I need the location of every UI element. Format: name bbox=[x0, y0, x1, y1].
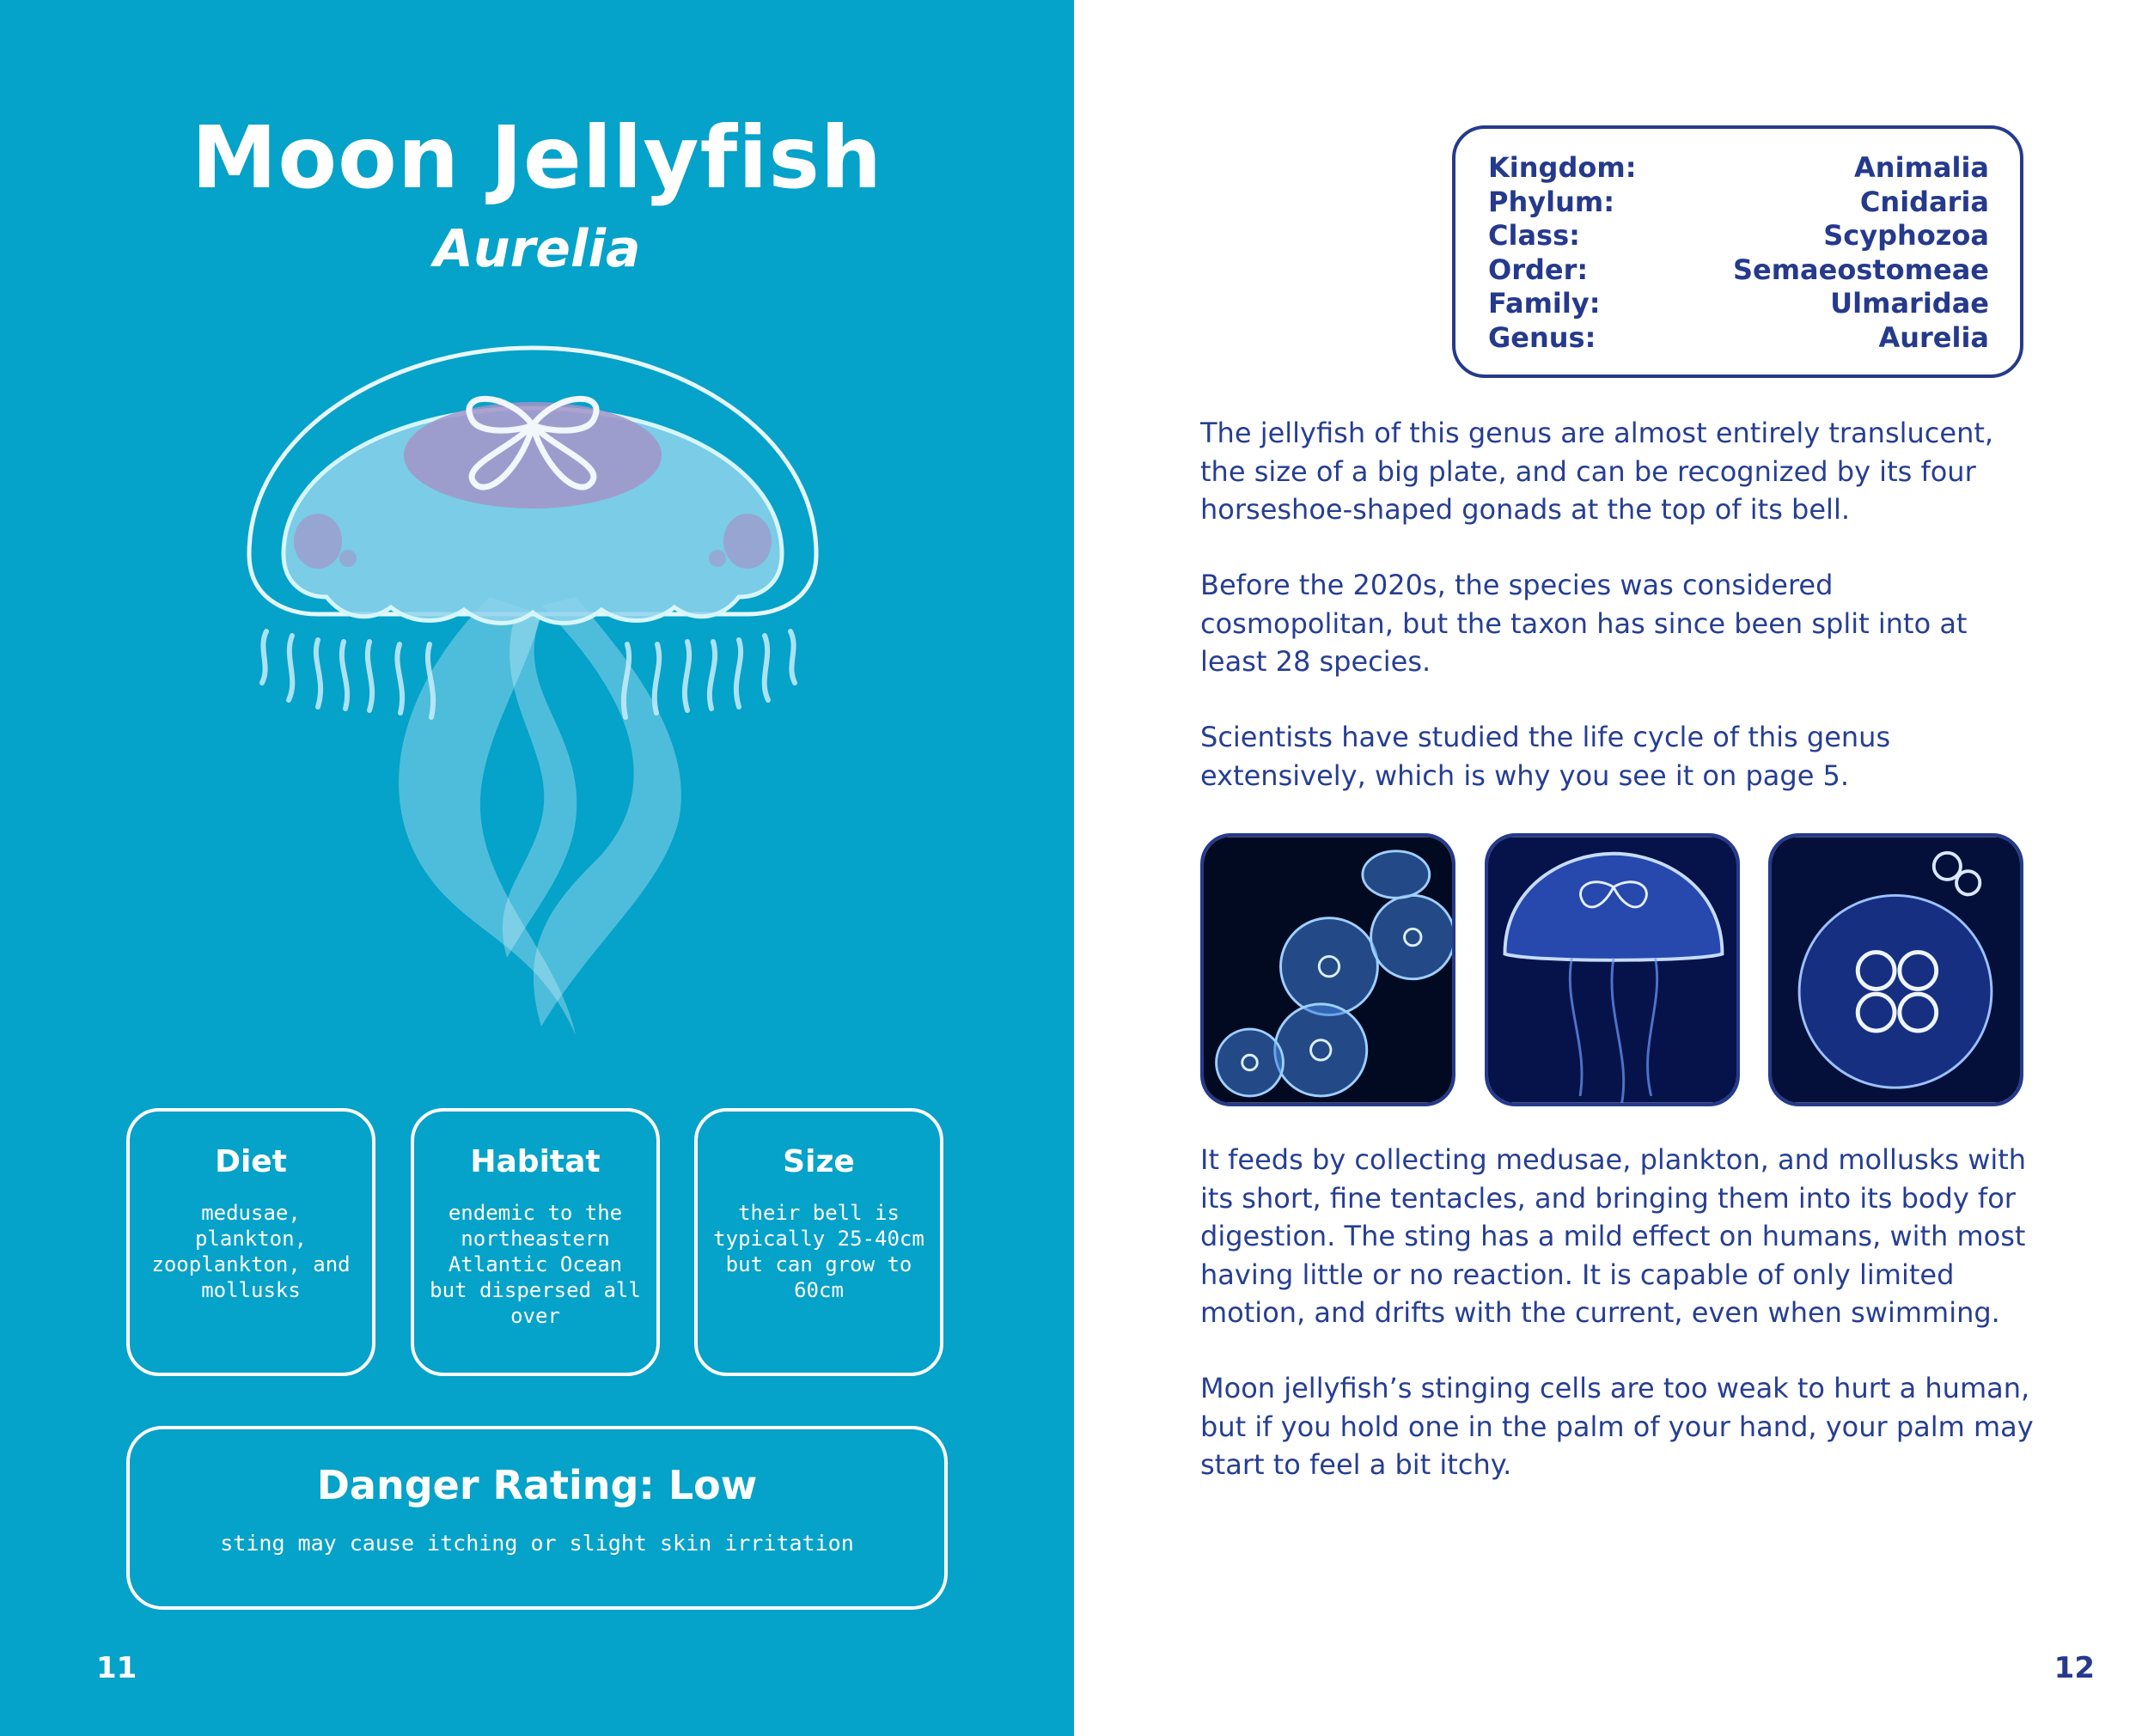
size-text: their bell is typically 25-40cm but can grow to 60cm bbox=[713, 1201, 924, 1302]
paragraph-feeding: It feeds by collecting medusae, plankton, and mollusks with its short, fine tentacles, and bringing them into its body for digestion. The sting has a mild effect on humans, with most having little or no reaction. It is capable of only limited motion, and drifts with the current, even when swimming. bbox=[1200, 1143, 2027, 1329]
taxonomy-value: Cnidaria bbox=[1859, 185, 1989, 218]
taxonomy-value: Scyphozoa bbox=[1823, 219, 1989, 252]
oral-arms bbox=[399, 597, 681, 1035]
danger-heading: Danger Rating: Low bbox=[316, 1462, 758, 1508]
size-box bbox=[694, 1108, 943, 1376]
taxonomy-label: Class: bbox=[1488, 219, 1580, 252]
taxonomy-value: Ulmaridae bbox=[1830, 287, 1989, 320]
paragraph-sting: Moon jellyfish’s stinging cells are too weak to hurt a human, but if you hold one in the palm of your hand, your palm may start to feel a bit itchy. bbox=[1200, 1372, 2034, 1481]
taxonomy-label: Kingdom: bbox=[1488, 151, 1637, 184]
taxonomy-row-genus bbox=[1488, 321, 1989, 356]
taxonomy-row-family bbox=[1488, 287, 1989, 321]
right-page bbox=[1074, 0, 2148, 1736]
page-number-right: 12 bbox=[2053, 1651, 2095, 1685]
jellyfish-photo-1 bbox=[1200, 833, 1455, 1106]
taxonomy-value: Aurelia bbox=[1878, 320, 1989, 354]
taxonomy-value: Animalia bbox=[1854, 151, 1989, 184]
diet-heading: Diet bbox=[215, 1144, 287, 1179]
jellyfish-photo-2 bbox=[1485, 833, 1740, 1106]
taxonomy-label: Order: bbox=[1488, 253, 1589, 286]
size-heading: Size bbox=[783, 1144, 855, 1179]
taxonomy-value: Semaeostomeae bbox=[1732, 253, 1989, 286]
page-number-left: 11 bbox=[96, 1651, 137, 1685]
paragraph-taxon-history: Before the 2020s, the species was considered cosmopolitan, but the taxon has since been split into at least 28 species. bbox=[1200, 569, 1968, 678]
danger-rating-box bbox=[126, 1426, 948, 1610]
habitat-text: endemic to the northeastern Atlantic Ocean but dispersed all over bbox=[430, 1201, 641, 1328]
jellyfish-top-view-image bbox=[1772, 837, 2020, 1103]
taxonomy-label: Phylum: bbox=[1488, 185, 1614, 218]
habitat-heading: Habitat bbox=[470, 1144, 601, 1179]
taxonomy-label: Genus: bbox=[1488, 320, 1596, 354]
moon-jellyfish-illustration bbox=[232, 339, 833, 1061]
habitat-box bbox=[411, 1108, 660, 1376]
gonad-area bbox=[404, 402, 662, 509]
jellyfish-group-image bbox=[1204, 837, 1452, 1103]
taxonomy-row-kingdom bbox=[1488, 151, 1989, 186]
jellyfish-closeup-image bbox=[1488, 837, 1736, 1103]
diet-text: medusae, plankton, zooplankton, and mollusks bbox=[151, 1201, 351, 1302]
taxonomy-row-class bbox=[1488, 219, 1989, 253]
paragraph-life-cycle: Scientists have studied the life cycle of this genus extensively, which is why you see it on page 5. bbox=[1200, 721, 1891, 792]
taxonomy-row-phylum bbox=[1488, 186, 1989, 220]
page-title: Moon Jellyfish bbox=[191, 107, 883, 208]
genus-subtitle: Aurelia bbox=[433, 219, 641, 279]
diet-box bbox=[126, 1108, 375, 1376]
taxonomy-label: Family: bbox=[1488, 287, 1601, 320]
jellyfish-photo-3 bbox=[1768, 833, 2023, 1106]
taxonomy-row-order bbox=[1488, 253, 1989, 288]
taxonomy-box bbox=[1452, 125, 2023, 378]
danger-text: sting may cause itching or slight skin irritation bbox=[220, 1531, 854, 1556]
paragraph-description: The jellyfish of this genus are almost entirely translucent, the size of a big plate, and can be recognized by its four horseshoe-shaped gonads at the top of its bell. bbox=[1200, 417, 1994, 526]
